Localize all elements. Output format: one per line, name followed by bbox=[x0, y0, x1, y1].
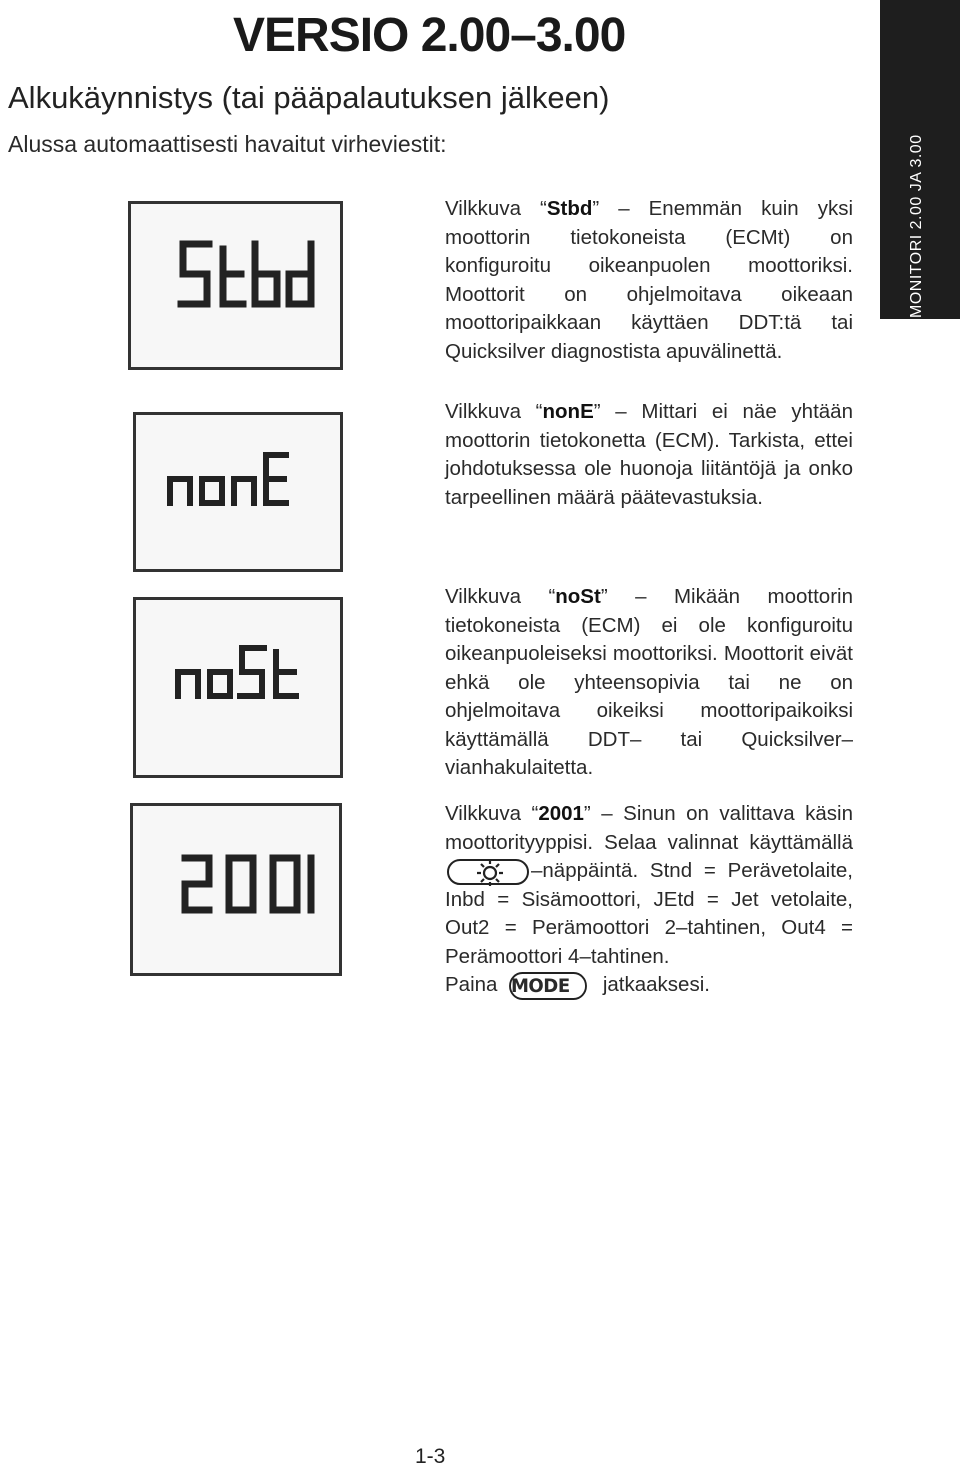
mode-button[interactable]: MODE bbox=[509, 972, 587, 1000]
entry-2001: Vilkkuva “2001” – Sinun on valittava käsin moottorityyppisi. Selaa valinnat käyttämällä –näppäintä. Stnd = Perävetolaite, Inbd = Sisämoottori, JEtd = Jet vetolaite, Out2 = Perämoottori 2–tahtinen, Out4 = Perämoottori 4–tahtinen. Paina MODE jatkaaksesi. bbox=[445, 800, 853, 1000]
lcd-readout bbox=[136, 600, 340, 775]
page-title: VERSIO 2.00–3.00 bbox=[233, 9, 626, 62]
side-tab bbox=[880, 0, 960, 319]
section-subtitle: Alussa automaattisesti havaitut virheviestit: bbox=[8, 131, 447, 157]
lcd-readout bbox=[136, 415, 340, 569]
error-code: 2001 bbox=[538, 802, 584, 825]
entry-none: Vilkkuva “nonE” – Mittari ei näe yhtään moottorin tietokonetta (ECM). Tarkista, ettei johdotuksessa ole huonoja liitäntöjä ja onko tarpeellinen määrä päätevastuksia. bbox=[445, 400, 853, 509]
light-button[interactable] bbox=[447, 859, 529, 885]
lcd-readout bbox=[133, 806, 339, 973]
error-code: Stbd bbox=[546, 197, 593, 220]
error-code: nonE bbox=[542, 400, 594, 423]
sun-icon bbox=[474, 856, 506, 890]
entry-stbd: Vilkkuva “Stbd” – Enemmän kuin yksi moottorin tietokoneista (ECMt) on konfiguroitu oikeanpuolen moottoriksi. Moottorit on ohjelmoitava oikeaan moottoripaikkaan käyttäen DDT:tä tai Quicksilver diagnostista apuvälinettä. bbox=[445, 197, 853, 363]
side-tab-label: MONITORI 2.00 JA 3.00 bbox=[908, 134, 925, 318]
lcd-display-stbd bbox=[128, 201, 343, 370]
lcd-display-2001 bbox=[130, 803, 342, 976]
page-number: 1-3 bbox=[415, 1445, 446, 1468]
lcd-display-nost bbox=[133, 597, 343, 778]
section-title: Alkukäynnistys (tai pääpalautuksen jälkeen) bbox=[8, 80, 610, 115]
entry-nost: Vilkkuva “noSt” – Mikään moottorin tietokoneista (ECM) ei ole konfiguroitu oikeanpuoleiseksi moottoriksi. Moottorit eivät ehkä ole yhteensopivia tai ne on ohjelmoitava oikeiksi moottoripaikoiksi käyttämällä DDT– tai Quicksilver– vianhakulaitetta. bbox=[445, 585, 853, 779]
error-code: noSt bbox=[555, 585, 601, 608]
lcd-readout bbox=[131, 204, 340, 367]
lcd-display-none bbox=[133, 412, 343, 572]
